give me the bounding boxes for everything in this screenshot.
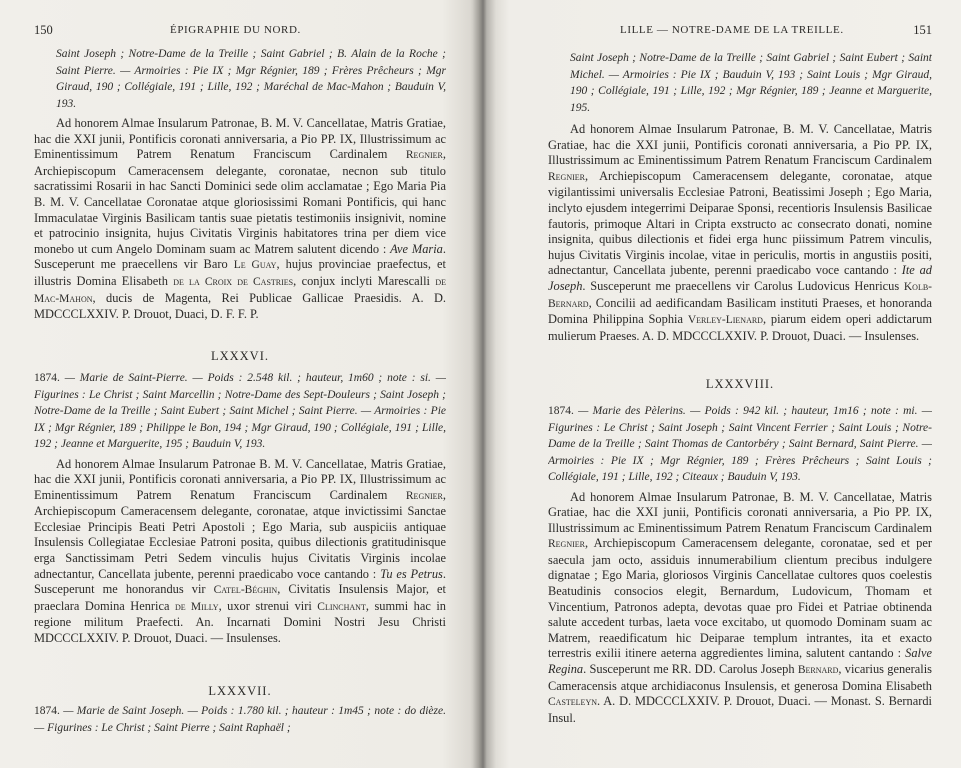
right-page-number: 151 [913, 23, 932, 37]
entry-year: 1874. [548, 405, 574, 417]
name-smallcaps: Regnier [405, 149, 443, 162]
name-smallcaps: Regnier [405, 489, 443, 502]
name-smallcaps: de la Croix de Castries [173, 275, 294, 288]
right-heading-88: LXXXVIII. [705, 377, 775, 391]
name-smallcaps: Clinchant [317, 600, 366, 613]
name-smallcaps: Catel-Béghin [213, 584, 278, 597]
entry-year: 1874. [34, 705, 60, 717]
text-italic: Ite ad Joseph [548, 263, 932, 293]
text-run: . Susceperunt me praecellens vir Carolus Ludovicus Henricus [582, 278, 904, 293]
left-block-1-notes: Saint Joseph ; Notre-Dame de la Treille ; Saint Gabriel ; B. Alain de la Roche ; Saint Pierre. — Armoiries : Pie IX ; Mgr Régnier, 189 ; Frères Prêcheurs ; Mgr Giraud, 190 ; Collégiale, 191 ; Lille, 192 ; Maréchal de Mac-Mahon ; Bauduin V, 193. [56, 48, 446, 110]
name-smallcaps: Kolb-Bernard [548, 280, 932, 310]
text-run: , summi hac in regione militum Praefecti. An. Incarnati Domini Nostri Jesu Christi MDCCCLXXIV. P. Drouot, Duaci. — Insulenses. [34, 598, 446, 646]
right-block-88 [548, 403, 932, 726]
text-run: — Marie de Saint-Pierre. — Poids : 2.548 kil. ; hauteur, 1m60 ; note : si. — Figurines : Le Christ ; Saint Marcellin ; Notre-Dame des Sept-Douleurs ; Saint Joseph ; Notre-Dame de la Treille ; Saint Eubert ; Saint Michel ; Saint Pierre. — Armoiries : Pie IX ; Mgr Régnier, 189 ; Philippe le Bon, 194 ; Mgr Giraud, 190 ; Collégiale, 191 ; Lille, 192 ; Jeanne et Marguerite, 195 ; Bauduin V, 193. [34, 372, 446, 450]
name-smallcaps: Bernard [797, 664, 839, 677]
text-run: , Archiepiscopum Cameracensem delegante, coronatae, atque invictissimi Sanctae Ecclesiae Principis Beati Petri Apostoli ; Ego Maria, sub auspiciis antiquae Insulensis Collegiatae Ecclesiae Patroni posita, quibus dilectionis gratitudinisque erga Sanctissimam Petri Sedem vinculis hujus Civitatis Virginis incolae adnectantur, Cancellata jubente, perenni praedicabo voce cantando : [34, 487, 446, 581]
right-block-1-inscription [548, 122, 932, 344]
entry-year: 1874. [34, 372, 60, 384]
left-heading-86: LXXXVI. [210, 349, 270, 363]
name-smallcaps: Regnier [548, 538, 585, 551]
text-run: . Susceperunt me RR. DD. Carolus Joseph [583, 662, 798, 677]
name-smallcaps: de Mac-Mahon [34, 275, 446, 305]
left-page [34, 0, 446, 768]
right-block-1-notes: Saint Joseph ; Notre-Dame de la Treille ; Saint Gabriel ; Saint Eubert ; Saint Michel. — Armoiries : Pie IX ; Bauduin V, 193 ; Saint Louis ; Mgr Giraud, 190 ; Collégiale, 191 ; Lille, 192 ; Mgr Régnier, 189 ; Jeanne et Marguerite, 195. [570, 52, 932, 114]
text-run: , vicarius generalis Cameracensis atque archidiaconus Insulensis, et generosa Domina Elisabeth [548, 662, 932, 693]
left-running-title: ÉPIGRAPHIE DU NORD. [170, 24, 301, 36]
name-smallcaps: Regnier [548, 170, 585, 183]
text-run: , Archiepiscopum Cameracensem delegante, coronatae, necnon sub titulo sacratissimi Rosarii in hac Sancti Dominici sede olim acclamatae ; Ego Maria Pia B. M. V. Cancellatae Coronatae atque gloriosissimi Romani Pontificis, qui hanc Immaculatae Virginis Basilicam tantis suae pietatis testimoniis insignivit, nomine et patrocinio insignita, hujus Civitatis Virginis habitatores trina per diem vice monebo ut cum Angelo Dominam suam ac Matrem salutent dicendo : [34, 147, 446, 256]
text-run: Ad honorem Almae Insularum Patronae, B. M. V. Cancellatae, Matris Gratiae, hac die XXI junii, Pontificis coronati anniversaria, a Pio PP. IX, Illustrissimum ac Eminentissimum Patrem Renatum Franciscum Cardinalem [34, 116, 446, 162]
left-block-86-notes [34, 370, 446, 453]
text-run: , hujus provinciae praefectus, et illustris Domina Elisabeth [34, 257, 446, 288]
text-run: , Archiepiscopum Cameracensem delegante, coronatae, atque vigilantissimi universalis Ecclesiae Patroni, Beatissimi Joseph ; Ego Maria, inclyto ejusdem integerrimi Deiparae Sponsi, recentioris Insulensis Basilicae fautoris, primoque Altari in Cripta exstructo ac consecrato donati, nomine insignita, quibus dilectionis et fidei erga hunc piissimum Patrem vinculis, hujus Civitatis Virginis incolae, vitae in periculis, mortis in angustiis positi, adnectantur, Cancellata jubente, perenni praedicabo voce cantando : [548, 168, 932, 278]
left-block-87 [34, 703, 446, 736]
book-gutter [470, 0, 496, 768]
text-run: Ad honorem Almae Insularum Patronae B. M. V. Cancellatae, Matris Gratiae, hac die XXI junii, Pontificis coronati anniversaria, a Pio PP. IX, Illustrissimum ac Eminentissimum Patrem Renatum Franciscum Cardinalem [34, 456, 446, 502]
text-run: Ad honorem Almae Insularum Patronae, B. M. V. Cancellatae, Matris Gratiae, hac die XXI junii, Pontificis coronati anniversaria, a Pio PP. IX, Illustrissimum ac Eminentissimum Patrem Renatum Franciscum Cardinalem [548, 122, 932, 168]
name-smallcaps: Casteleyn [548, 696, 597, 709]
text-run: . Susceperunt me honorandus vir [34, 566, 446, 597]
right-block-88-inscription [548, 490, 932, 727]
text-italic: Tu es Petrus [380, 566, 443, 581]
text-run: , Archiepiscopum Cameracensem delegante, coronatae, sed et per saecula jam octo, assiduis innumerabilium clientum precibus indulgere dignatae ; Ego Maria, gloriosos Virginis Cancellatae cultores quos coelestis Beatudinis consocios elegit, Bernardum, Ludovicum, Thomam et Vincentium, Patronos adepta, devotas quae pro Fidei et Patriae obtinenda salute accedent turbas, laeta voce excitabo, ut quomodo Dominam suam ac Matrem, reaedificatum hic Deiparae templum intrantes, ita et exacto terrestris exilii itinere aeterna aggredientes limina, salutent cantando : [548, 536, 932, 661]
text-run: , ducis de Magenta, Rei Publicae Gallicae Praesidis. A. D. MDCCCLXXIV. P. Drouot, Duaci, D. F. F. P. [34, 290, 446, 322]
right-running-title: LILLE — NOTRE-DAME DE LA TREILLE. [620, 24, 844, 36]
left-block-1-inscription [34, 116, 446, 323]
text-run: — Marie de Saint Joseph. — Poids : 1.780 kil. ; hauteur : 1m45 ; note : do dièze. — Figurines : Le Christ ; Saint Pierre ; Saint Raphaël ; [34, 705, 446, 734]
name-smallcaps: Verley-Lienard [687, 314, 763, 327]
text-run: . A. D. MDCCCLXXIV. P. Drouot, Duaci. — Monast. S. Bernardi Insul. [548, 694, 932, 725]
right-running-head [548, 23, 932, 39]
left-page-number: 150 [34, 23, 53, 37]
text-run: , piarum eidem operi addictarum mulierum Praeses. A. D. MDCCCLXXIV. P. Drouot, Duaci. — Insulenses. [548, 312, 932, 343]
text-italic: Ave Maria [390, 241, 443, 256]
text-run: , conjux inclyti Marescalli [293, 273, 436, 288]
text-run: , Concilii ad aedificandam Basilicam instituti Praeses, et honoranda Domina Philippina Sophia [548, 295, 932, 327]
text-run: , uxor strenui viri [218, 598, 318, 613]
text-run: , Civitatis Insulensis Major, et praeclara Domina Henrica [34, 582, 446, 613]
name-smallcaps: de Milly [175, 600, 219, 613]
left-block-1 [34, 46, 446, 323]
left-heading-87: LXXXVII. [208, 684, 272, 698]
right-block-88-notes [548, 403, 932, 486]
text-italic: Salve Regina [548, 646, 932, 677]
left-block-86-inscription [34, 457, 446, 647]
text-run: . Susceperunt me praecellens vir Baro [34, 241, 446, 272]
left-block-86 [34, 370, 446, 647]
text-run: — Marie des Pèlerins. — Poids : 942 kil. ; hauteur, 1m16 ; note : mi. — Figurines : Le Christ ; Saint Joseph ; Saint Vincent Ferrier ; Saint Louis ; Notre-Dame de la Treille ; Saint Thomas de Cantorbéry ; Saint Bernard, Saint Pierre. — Armoiries : Pie IX ; Mgr Régnier, 189 ; Frères Prêcheurs ; Saint Louis ; Collégiale, 191 ; Lille, 192 ; Citeaux ; Bauduin V, 193. [548, 405, 932, 483]
right-block-1 [548, 50, 932, 344]
left-block-87-notes [34, 703, 446, 736]
name-smallcaps: Le Guay [233, 259, 277, 272]
left-running-head [34, 23, 446, 39]
text-run: Ad honorem Almae Insularum Patronae, B. M. V. Cancellatae, Matris Gratiae, hac die XXI junii, Pontificis coronati anniversaria, a Pio PP. IX, Illustrissimum ac Eminentissimum Patrem Renatum Franciscum Cardinalem [548, 489, 932, 535]
right-page [548, 0, 932, 768]
